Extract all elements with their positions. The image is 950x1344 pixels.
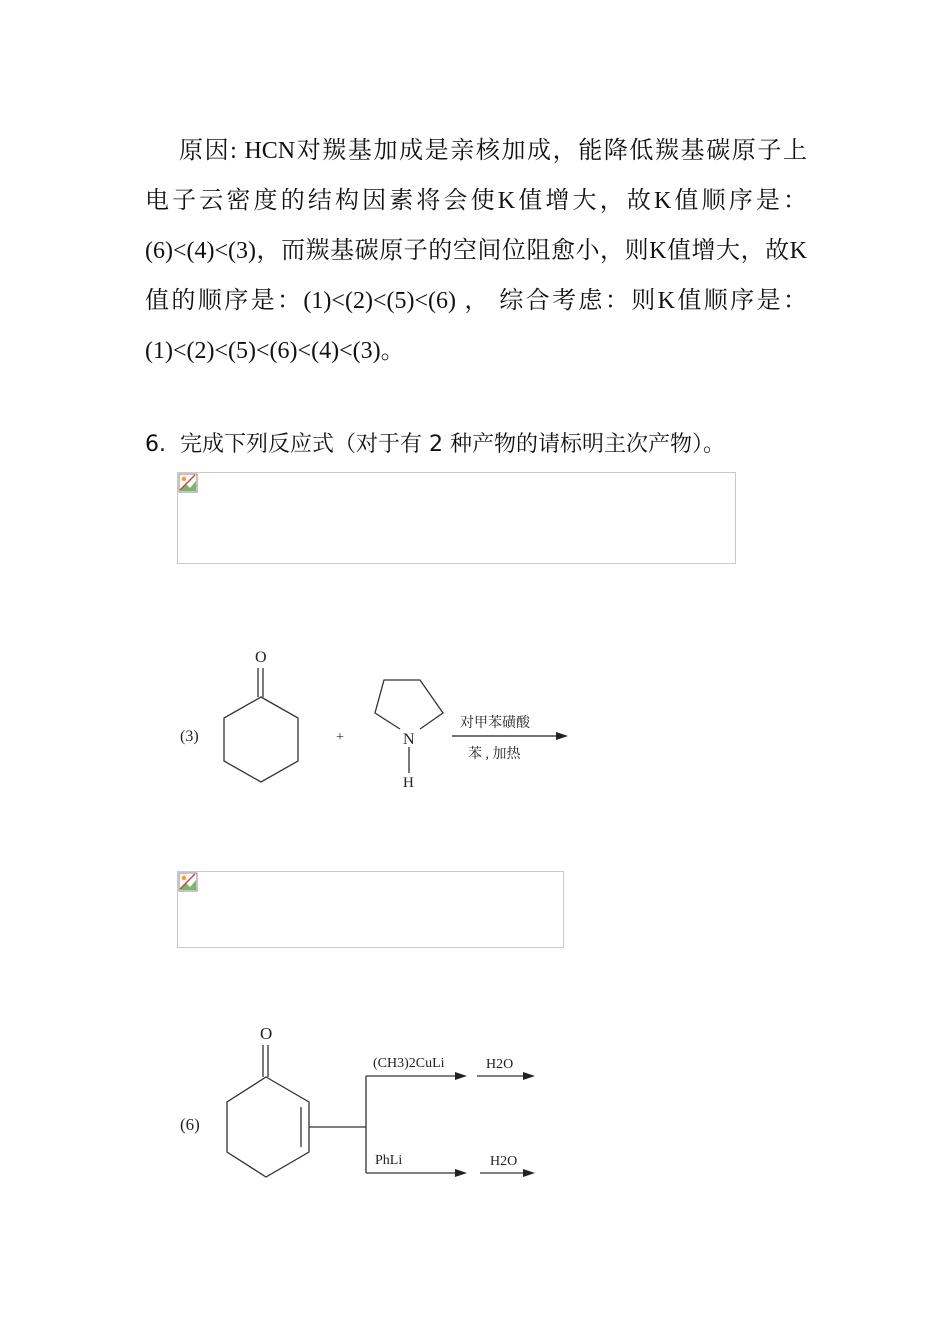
explanation-line-2: 电子云密度的结构因素将会使K值增大，故K值顺序是： xyxy=(145,188,807,214)
enone-oxygen: O xyxy=(260,1024,273,1043)
reagent-conditions: 苯 , 加热 xyxy=(468,747,521,762)
explanation-line-5: (1)<(2)<(5)<(6)<(4)<(3)。 xyxy=(145,338,405,364)
explanation-paragraph xyxy=(145,126,807,376)
reaction-3-diagram xyxy=(170,640,590,800)
question-text: 完成下列反应式（对于有 2 种产物的请标明主次产物）。 xyxy=(180,432,725,457)
image-placeholder-1 xyxy=(177,472,736,564)
broken-image-icon xyxy=(178,473,198,493)
question-number: 6. xyxy=(145,432,166,457)
broken-image-icon xyxy=(178,872,198,892)
plus-sign: + xyxy=(336,730,344,745)
explanation-line-4: 值的顺序是：(1)<(2)<(5)<(6) ， 综合考虑：则K值顺序是： xyxy=(145,288,807,314)
reaction-3-label: (3) xyxy=(180,728,199,745)
pyrrolidine-nitrogen: N xyxy=(403,731,415,748)
reagent-cuprate: (CH3)2CuLi xyxy=(373,1056,445,1071)
reaction-6-diagram xyxy=(170,1015,570,1190)
cyclohexanone-structure xyxy=(224,668,298,782)
amine-hydrogen: H xyxy=(403,775,414,791)
reagent-phenyllithium: PhLi xyxy=(375,1153,403,1168)
reagent-catalyst: 对甲苯磺酸 xyxy=(460,716,530,731)
carbonyl-oxygen: O xyxy=(255,649,267,666)
question-heading xyxy=(145,427,845,458)
explanation-line-3: (6)<(4)<(3)，而羰基碳原子的空间位阻愈小，则K值增大，故K xyxy=(145,238,807,264)
image-placeholder-2 xyxy=(177,871,564,948)
reaction-6-label: (6) xyxy=(180,1115,200,1134)
reagent-water-upper: H2O xyxy=(486,1057,514,1072)
explanation-line-1: 原因: HCN对羰基加成是亲核加成，能降低羰基碳原子上 xyxy=(179,138,807,164)
reaction-arrow-head xyxy=(556,732,568,740)
pyrrolidine-structure xyxy=(375,680,443,773)
reagent-water-lower: H2O xyxy=(490,1154,518,1169)
